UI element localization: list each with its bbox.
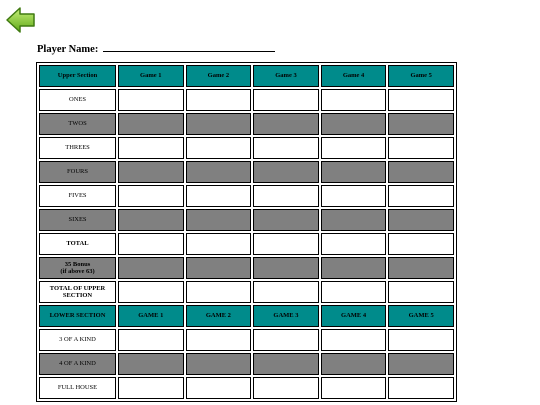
- game-column-header: GAME 2: [186, 305, 252, 327]
- game-column-header: Game 3: [253, 65, 319, 87]
- score-cell[interactable]: [253, 233, 319, 255]
- score-cell[interactable]: [186, 209, 252, 231]
- score-cell[interactable]: [388, 257, 454, 279]
- back-button[interactable]: [5, 6, 37, 34]
- score-row-label: FOURS: [39, 161, 116, 183]
- score-row-label: 3 OF A KIND: [39, 329, 116, 351]
- score-cell[interactable]: [253, 137, 319, 159]
- score-row: [39, 329, 454, 351]
- score-cell[interactable]: [321, 185, 387, 207]
- score-cell[interactable]: [321, 233, 387, 255]
- player-name-field: [37, 41, 275, 55]
- score-cell[interactable]: [388, 281, 454, 303]
- score-cell[interactable]: [118, 209, 184, 231]
- game-column-header: GAME 4: [321, 305, 387, 327]
- score-cell[interactable]: [118, 353, 184, 375]
- score-cell[interactable]: [388, 209, 454, 231]
- score-cell[interactable]: [253, 257, 319, 279]
- score-cell[interactable]: [321, 281, 387, 303]
- score-cell[interactable]: [186, 281, 252, 303]
- score-cell[interactable]: [321, 113, 387, 135]
- score-cell[interactable]: [388, 89, 454, 111]
- score-cell[interactable]: [186, 257, 252, 279]
- score-cell[interactable]: [118, 377, 184, 399]
- score-cell[interactable]: [186, 137, 252, 159]
- game-column-header: GAME 1: [118, 305, 184, 327]
- score-row: [39, 89, 454, 111]
- score-cell[interactable]: [118, 185, 184, 207]
- score-cell[interactable]: [186, 233, 252, 255]
- score-cell[interactable]: [253, 161, 319, 183]
- score-cell[interactable]: [321, 209, 387, 231]
- section-header-label: Upper Section: [39, 65, 116, 87]
- score-cell[interactable]: [118, 281, 184, 303]
- score-cell[interactable]: [118, 233, 184, 255]
- green-left-arrow-icon: [5, 6, 37, 34]
- score-cell[interactable]: [321, 257, 387, 279]
- score-row: [39, 113, 454, 135]
- score-cell[interactable]: [388, 137, 454, 159]
- score-row-label: TWOS: [39, 113, 116, 135]
- score-row-label: FULL HOUSE: [39, 377, 116, 399]
- score-row: [39, 161, 454, 183]
- score-cell[interactable]: [118, 161, 184, 183]
- score-cell[interactable]: [388, 353, 454, 375]
- score-cell[interactable]: [118, 329, 184, 351]
- score-cell[interactable]: [388, 329, 454, 351]
- score-cell[interactable]: [118, 89, 184, 111]
- score-cell[interactable]: [388, 113, 454, 135]
- score-row-label: ONES: [39, 89, 116, 111]
- score-cell[interactable]: [186, 185, 252, 207]
- score-cell[interactable]: [186, 353, 252, 375]
- score-cell[interactable]: [321, 353, 387, 375]
- game-column-header: GAME 5: [388, 305, 454, 327]
- game-column-header: Game 2: [186, 65, 252, 87]
- score-row: [39, 137, 454, 159]
- score-cell[interactable]: [253, 209, 319, 231]
- score-cell[interactable]: [253, 353, 319, 375]
- game-column-header: Game 5: [388, 65, 454, 87]
- score-cell[interactable]: [253, 89, 319, 111]
- score-cell[interactable]: [253, 113, 319, 135]
- score-cell[interactable]: [388, 185, 454, 207]
- score-sheet: [36, 62, 457, 402]
- score-cell[interactable]: [118, 137, 184, 159]
- score-cell[interactable]: [253, 281, 319, 303]
- player-name-label: Player Name:: [37, 44, 99, 55]
- score-row-label: TOTAL OF UPPER SECTION: [39, 281, 116, 303]
- score-row-label: SIXES: [39, 209, 116, 231]
- score-cell[interactable]: [388, 161, 454, 183]
- upper-section-header-row: [39, 65, 454, 87]
- score-row-label: 4 OF A KIND: [39, 353, 116, 375]
- section-header-label: LOWER SECTION: [39, 305, 116, 327]
- score-cell[interactable]: [388, 233, 454, 255]
- score-row: [39, 185, 454, 207]
- game-column-header: GAME 3: [253, 305, 319, 327]
- score-cell[interactable]: [186, 377, 252, 399]
- score-cell[interactable]: [321, 89, 387, 111]
- score-cell[interactable]: [388, 377, 454, 399]
- score-row: [39, 281, 454, 303]
- player-name-line[interactable]: [103, 41, 275, 52]
- score-cell[interactable]: [321, 161, 387, 183]
- score-cell[interactable]: [186, 329, 252, 351]
- score-cell[interactable]: [321, 329, 387, 351]
- score-cell[interactable]: [118, 113, 184, 135]
- score-row: [39, 209, 454, 231]
- score-row-label: 35 Bonus (if above 63): [39, 257, 116, 279]
- score-row: [39, 233, 454, 255]
- game-column-header: Game 4: [321, 65, 387, 87]
- score-cell[interactable]: [253, 377, 319, 399]
- score-row: [39, 257, 454, 279]
- score-cell[interactable]: [321, 137, 387, 159]
- score-cell[interactable]: [186, 113, 252, 135]
- score-cell[interactable]: [253, 329, 319, 351]
- score-cell[interactable]: [321, 377, 387, 399]
- game-column-header: Game 1: [118, 65, 184, 87]
- score-cell[interactable]: [186, 161, 252, 183]
- lower-section-header-row: [39, 305, 454, 327]
- score-cell[interactable]: [186, 89, 252, 111]
- score-row: [39, 353, 454, 375]
- score-row-label: TOTAL: [39, 233, 116, 255]
- score-cell[interactable]: [253, 185, 319, 207]
- score-row-label: FIVES: [39, 185, 116, 207]
- score-row-label: THREES: [39, 137, 116, 159]
- score-cell[interactable]: [118, 257, 184, 279]
- score-row: [39, 377, 454, 399]
